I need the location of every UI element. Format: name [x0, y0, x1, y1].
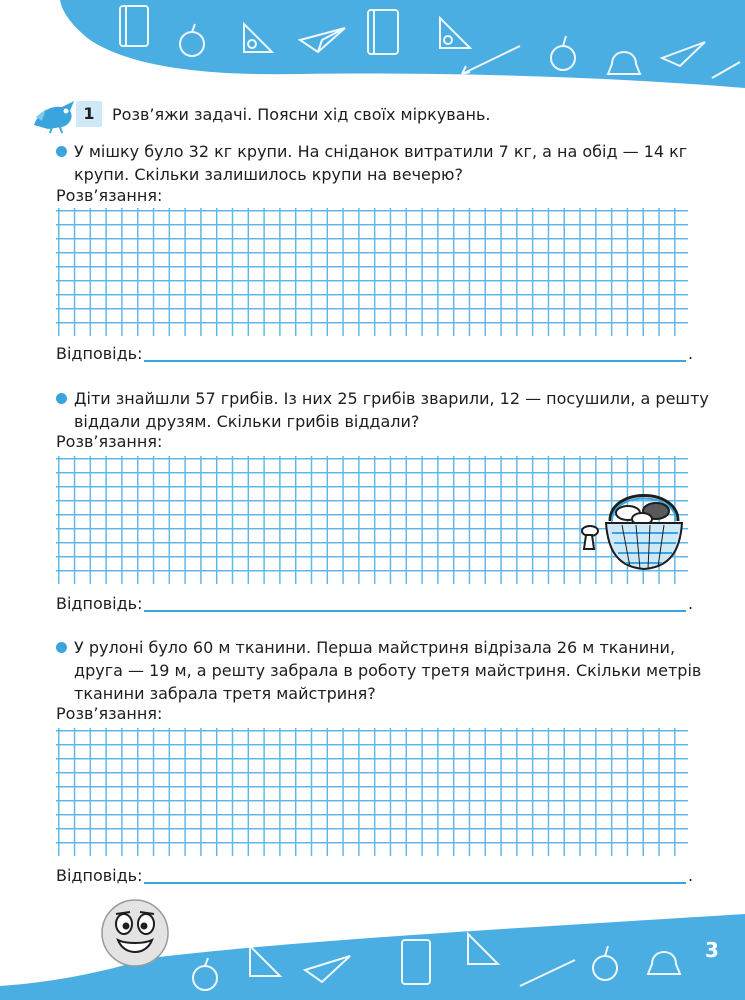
task-number: 1 [76, 101, 102, 127]
problem-3-line-2: друга — 19 м, а решту забрала в роботу третя майстриня. Скільки метрів [74, 661, 702, 680]
answer-row-3 [56, 866, 696, 888]
problem-3-line-1: У рулоні було 60 м тканини. Перша майстриня відрізала 26 м тканини, [74, 638, 676, 657]
answer-row-1 [56, 344, 696, 366]
bullet-icon [56, 393, 67, 404]
answer-line-2[interactable] [144, 610, 686, 612]
answer-period: . [688, 866, 694, 885]
solution-label-1: Розв’язання: [56, 186, 163, 205]
solution-grid-3[interactable] [56, 728, 688, 856]
answer-period: . [688, 594, 694, 613]
answer-label-3: Відповідь: [56, 866, 143, 885]
answer-label-1: Відповідь: [56, 344, 143, 363]
solution-label-2: Розв’язання: [56, 432, 163, 451]
bullet-icon [56, 642, 67, 653]
bullet-icon [56, 146, 67, 157]
answer-label-2: Відповідь: [56, 594, 143, 613]
smiley-face-icon [100, 898, 170, 968]
page-number: 3 [705, 938, 719, 962]
answer-line-1[interactable] [144, 360, 686, 362]
solution-label-3: Розв’язання: [56, 704, 163, 723]
problem-2-line-1: Діти знайшли 57 грибів. Із них 25 грибів зварили, 12 — посушили, а решту [74, 389, 709, 408]
problem-1 [56, 140, 692, 186]
problem-1-line-2: крупи. Скільки залишилось крупи на вечерю? [74, 165, 463, 184]
problem-3 [56, 636, 702, 705]
answer-period: . [688, 344, 694, 363]
solution-grid-1[interactable] [56, 208, 688, 336]
dragon-mascot-icon [28, 95, 80, 135]
mushroom-basket-icon [578, 483, 688, 573]
problem-1-line-1: У мішку було 32 кг крупи. На сніданок витратили 7 кг, а на обід — 14 кг [74, 142, 688, 161]
header-decoration [0, 0, 745, 110]
problem-3-line-3: тканини забрала третя майстриня? [74, 684, 376, 703]
task-title: Розв’яжи задачі. Поясни хід своїх міркувань. [112, 105, 491, 124]
answer-line-3[interactable] [144, 882, 686, 884]
problem-2 [56, 387, 709, 433]
answer-row-2 [56, 594, 696, 616]
problem-2-line-2: віддали друзям. Скільки грибів віддали? [74, 412, 420, 431]
